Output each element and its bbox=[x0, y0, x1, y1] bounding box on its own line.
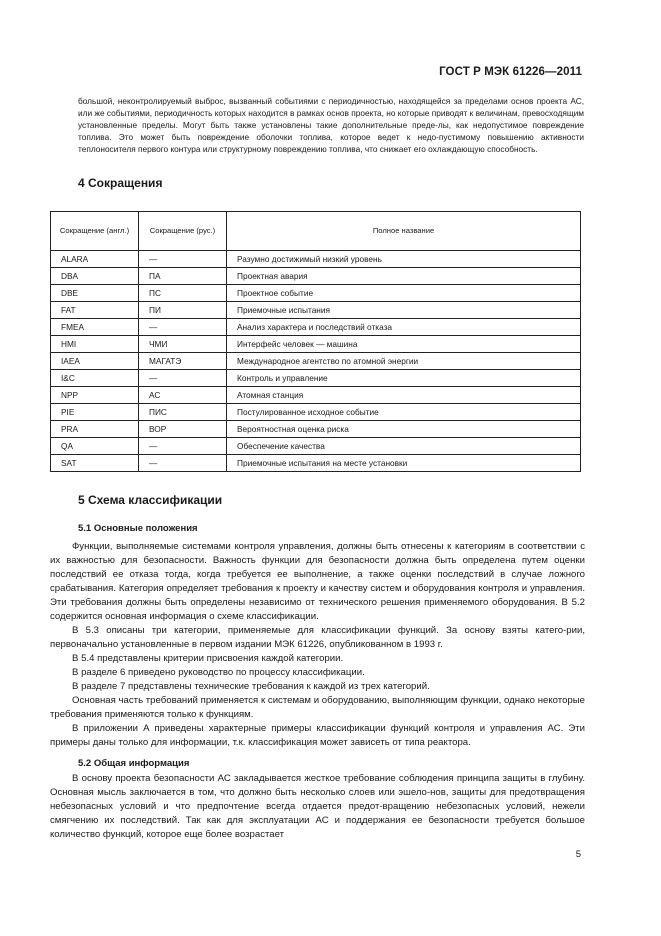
cell-full-name: Проектное событие bbox=[227, 285, 581, 302]
cell-full-name: Атомная станция bbox=[227, 387, 581, 404]
paragraph: В основу проекта безопасности АС закладывается жесткое требование соблюдения принципа защиты в глубину. Основная мысль заключается в том, что должно быть несколько слоев или эшело-нов, защиты для предотвращения небезопасных условий и что предпочтение всегда отдается предот-вращению небезопасных условий, нежели смягчению их последствий. Так как для эксплуатации АС и поддержания ее безопасности требуется большое количество функций, которое еще более возрастает bbox=[50, 773, 585, 840]
cell-full-name: Международное агентство по атомной энергии bbox=[227, 353, 581, 370]
cell-abbr-ru: ЧМИ bbox=[139, 336, 227, 353]
header-abbr-en: Сокращение (англ.) bbox=[51, 212, 139, 251]
cell-abbr-en: FAT bbox=[51, 302, 139, 319]
cell-abbr-ru: — bbox=[139, 455, 227, 472]
cell-abbr-en: SAT bbox=[51, 455, 139, 472]
paragraph: В приложении А приведены характерные примеры классификации функций контроля и управления АС. Эти примеры даны только для информации, т.к. классификация может зависеть от типа реактора. bbox=[50, 723, 585, 748]
section-5-2-body bbox=[50, 772, 585, 842]
paragraph: В разделе 6 приведено руководство по процессу классификации. bbox=[72, 667, 365, 678]
cell-full-name: Интерфейс человек — машина bbox=[227, 336, 581, 353]
paragraph: Основная часть требований применяется к системам и оборудованию, выполняющим функции, однако некоторые требования применяются только к функциям. bbox=[50, 695, 585, 720]
table-row bbox=[51, 404, 581, 421]
cell-full-name: Разумно достижимый низкий уровень bbox=[227, 251, 581, 268]
cell-abbr-en: QA bbox=[51, 438, 139, 455]
cell-full-name: Вероятностная оценка риска bbox=[227, 421, 581, 438]
table-row bbox=[51, 285, 581, 302]
cell-abbr-ru: — bbox=[139, 438, 227, 455]
cell-abbr-en: FMEA bbox=[51, 319, 139, 336]
cell-abbr-en: ALARA bbox=[51, 251, 139, 268]
cell-full-name: Приемочные испытания bbox=[227, 302, 581, 319]
document-header: ГОСТ Р МЭК 61226—2011 bbox=[439, 66, 582, 78]
intro-paragraph bbox=[78, 95, 584, 155]
cell-abbr-ru: ПИС bbox=[139, 404, 227, 421]
cell-full-name: Проектная авария bbox=[227, 268, 581, 285]
cell-abbr-ru: МАГАТЭ bbox=[139, 353, 227, 370]
page-number: 5 bbox=[575, 849, 581, 860]
cell-abbr-en: PIE bbox=[51, 404, 139, 421]
cell-abbr-ru: — bbox=[139, 370, 227, 387]
header-abbr-ru: Сокращение (рус.) bbox=[139, 212, 227, 251]
table-row bbox=[51, 455, 581, 472]
header-full-name: Полное название bbox=[227, 212, 581, 251]
cell-abbr-en: I&C bbox=[51, 370, 139, 387]
cell-full-name: Анализ характера и последствий отказа bbox=[227, 319, 581, 336]
cell-full-name: Приемочные испытания на месте установки bbox=[227, 455, 581, 472]
paragraph: В 5.3 описаны три категории, применяемые для классификации функций. За основу взяты катего-рии, первоначально установленные в первом издании МЭК 61226, опубликованном в 1993 г. bbox=[50, 625, 585, 650]
table-row bbox=[51, 387, 581, 404]
section-5-1-title: 5.1 Основные положения bbox=[78, 523, 198, 534]
cell-abbr-ru: — bbox=[139, 251, 227, 268]
table-row bbox=[51, 319, 581, 336]
cell-abbr-en: HMI bbox=[51, 336, 139, 353]
section-4-title: 4 Сокращения bbox=[78, 176, 163, 190]
table-row bbox=[51, 370, 581, 387]
cell-abbr-ru: ВОР bbox=[139, 421, 227, 438]
section-5-1-body bbox=[50, 540, 585, 750]
table-row bbox=[51, 353, 581, 370]
cell-abbr-ru: ПА bbox=[139, 268, 227, 285]
section-5-2-title: 5.2 Общая информация bbox=[78, 758, 190, 769]
cell-abbr-ru: АС bbox=[139, 387, 227, 404]
table-row bbox=[51, 438, 581, 455]
table-row bbox=[51, 251, 581, 268]
cell-abbr-en: DBA bbox=[51, 268, 139, 285]
cell-abbr-ru: ПС bbox=[139, 285, 227, 302]
cell-full-name: Обеспечение качества bbox=[227, 438, 581, 455]
abbreviations-table bbox=[50, 211, 581, 472]
table-row bbox=[51, 302, 581, 319]
section-5-title: 5 Схема классификации bbox=[78, 493, 223, 507]
cell-abbr-ru: — bbox=[139, 319, 227, 336]
cell-abbr-en: NPP bbox=[51, 387, 139, 404]
table-row bbox=[51, 336, 581, 353]
cell-abbr-en: IAEA bbox=[51, 353, 139, 370]
paragraph: В разделе 7 представлены технические требования к каждой из трех категорий. bbox=[72, 681, 430, 692]
table-header-row bbox=[51, 212, 581, 251]
cell-abbr-ru: ПИ bbox=[139, 302, 227, 319]
paragraph: Функции, выполняемые системами контроля управления, должны быть отнесены к категориям в соответствии с их важностью для безопасности. Важность функции для безопасности должна быть определена путем оценки последствий ее отказа тогда, когда требуется ее выполнение, а также оценки последствий в случае ложного срабатывания. Категория определяет требования к проекту и качеству систем и оборудования контроля и управления. Эти требования должны быть определены независимо от технического решения применяемого оборудования. В 5.2 содержится основная информация о схеме классификации. bbox=[50, 541, 585, 622]
table-row bbox=[51, 421, 581, 438]
intro-text: большой, неконтролируемый выброс, вызванный событиями с периодичностью, находящейся за пределами основ проекта АС, или же событиями, периодичность которых находится в рамках основ проекта, но которые приводят к величинам, превосходящим установленные пределы. Могут быть также установлены такие дополнительные преде-лы, как недопустимое повреждение топлива. Это может быть повреждение оболочки топлива, которое ведет к недо-пустимому повышению активности теплоносителя первого контура или структурному повреждению топлива, что снижает его охлаждающую способность. bbox=[78, 96, 584, 154]
cell-abbr-en: PRA bbox=[51, 421, 139, 438]
cell-abbr-en: DBE bbox=[51, 285, 139, 302]
paragraph: В 5.4 представлены критерии присвоения каждой категории. bbox=[72, 653, 344, 664]
cell-full-name: Контроль и управление bbox=[227, 370, 581, 387]
table-body bbox=[51, 251, 581, 472]
table-row bbox=[51, 268, 581, 285]
cell-full-name: Постулированное исходное событие bbox=[227, 404, 581, 421]
